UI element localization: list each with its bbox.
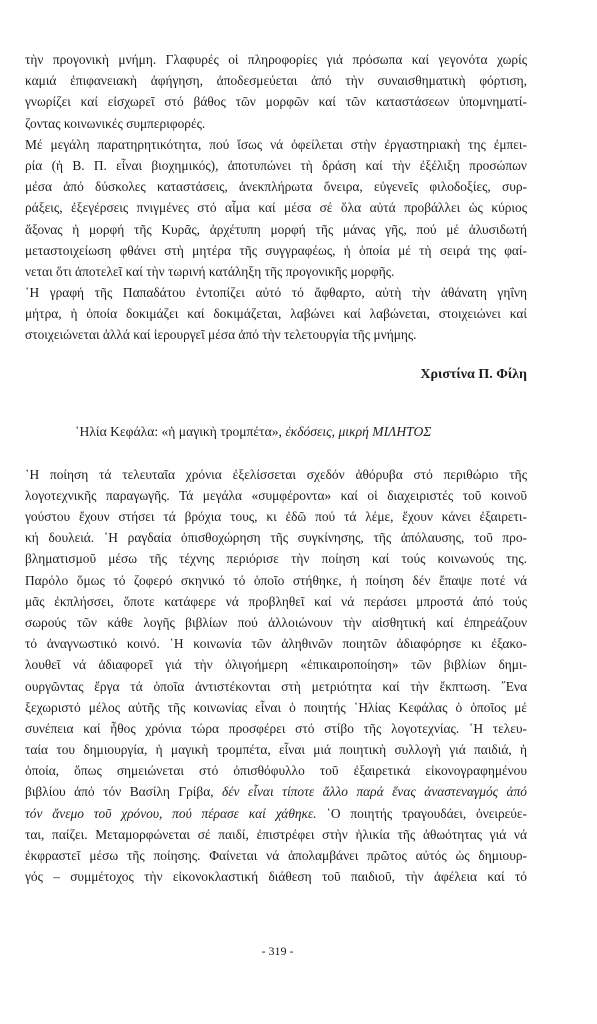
paragraph-line: ρία (ἡ Β. Π. εἶναι βιοχημικός), ἀποτυπώνει τὴ δράση καί τὴν ἐξέλιξη προσώπων bbox=[25, 157, 527, 173]
paragraph-line: ξεχωριστό μέλος αὐτῆς τῆς κοινωνίας εἶναι ὁ ποιητής ῾Ηλίας Κεφάλας ὁ ὁποῖος μέ bbox=[25, 699, 527, 715]
paragraph-line: στοιχειώνεται ἀλλά καί ἱερουργεῖ μέσα ἀπό τὴν τελετουργία τῆς μνήμης. bbox=[25, 327, 417, 343]
paragraph-line bbox=[25, 781, 527, 802]
review-body-section bbox=[25, 464, 527, 888]
paragraph-line: λογοτεχνικῆς παραγωγῆς. Τά μεγάλα «συμφέροντα» καί οἱ διαχειριστές τοῦ κοινοῦ bbox=[25, 487, 527, 503]
page-body bbox=[25, 49, 527, 887]
paragraph-line: καμιά ἐπιφανειακὴ ἀφήγηση, ἀποδεσμεύεται ἀπό τὴν συναισθηματικὴ φόρτιση, bbox=[25, 73, 527, 89]
reviewer-signature: Χριστίνα Π. Φίλη bbox=[420, 366, 527, 382]
paragraph-line: ἐκφραστεῖ μέσω τῆς ποίησης. Φαίνεται νά ἀπολαμβάνει πρῶτος αὐτός ὡς δημιουρ- bbox=[25, 848, 527, 863]
paragraph-line: Μέ μεγάλη παρατηρητικότητα, πού ἴσως νά ὀφείλεται στὴν ἐργαστηριακὴ της ἐμπει- bbox=[25, 136, 527, 152]
paragraph-line: μεταστοιχείωση φθάνει στὴ μητέρα τῆς συγγραφέως, ἡ ὁποία μέ τὴ σειρά της φαί- bbox=[25, 242, 527, 258]
paragraph-line: νεται ὅτι ἀποτελεῖ καί τὴν τωρινή κατάληξη τῆς προγονικῆς μορφῆς. bbox=[25, 263, 395, 279]
paragraph-line: Παρόλο ὅμως τό ζοφερό σκηνικό τό ὁποῖο στήθηκε, ἡ ποίηση δέν ἔπαψε ποτέ νά bbox=[25, 572, 527, 588]
paragraph-line: ουργῶντας ἔργα τά ὁποῖα ἀντιστέκονται στὴ μετριότητα καί τὴν ἔκπτωση. ῎Ενα bbox=[25, 678, 527, 694]
line-text: βιβλίου ἀπό τόν Βασίλη Γρίβα, bbox=[25, 784, 223, 800]
paragraph-line: ὁποία, ὅπως σημειώνεται στό ὀπισθόφυλλο τοῦ ἐξαιρετικά εἰκονογραφημένου bbox=[25, 763, 527, 779]
review-heading bbox=[25, 422, 527, 442]
paragraph-line: λουθεῖ νά ἀδιαφορεῖ γιά τὴν ὀλιγοήμερη «ἐπικαιροποίηση» τῶν βιβλίων δημι- bbox=[25, 657, 527, 673]
paragraph-line: μήτρα, ἡ ὁποία δοκιμάζει καί δοκιμάζεται, λαβώνει καί λαβώνεται, στοιχειώνει καί bbox=[25, 306, 527, 322]
paragraph-line: τὴν προγονικὴ μνήμη. Γλαφυρές οἱ πληροφορίες γιά πρόσωπα καί γεγονότα χωρίς bbox=[25, 52, 527, 67]
quoted-italic-text: τόν ἄνεμο τοῦ χρόνου, πού πέρασε καί χάθηκε. bbox=[25, 805, 317, 821]
paragraph-line: ται, παίζει. Μεταμορφώνεται σέ παιδί, ἐπιστρέφει στὴν ἡλικία τῆς ἀθωότητας γιά νά bbox=[25, 826, 527, 842]
paragraph-line: γνωρίζει καί εἰσχωρεῖ στό βάθος τῶν μορφῶν καί τῶν καταστάσεων ὑπομνηματί- bbox=[25, 94, 527, 110]
paragraph-line: ῾Η ποίηση τά τελευταῖα χρόνια ἐξελίσσεται σχεδόν ἀθόρυβα στό περιθώριο τῆς bbox=[25, 466, 527, 482]
review-heading-author-title: ῾Ηλία Κεφάλα: «ἡ μαγικὴ τρομπέτα», bbox=[75, 423, 286, 439]
paragraph-line: κή δουλειά. ῾Η ραγδαία ὀπισθοχώρηση τῆς συγκίνησης, τῆς ἀπόλαυσης, τοῦ προ- bbox=[25, 530, 527, 546]
review-heading-publisher: ἐκδόσεις, μικρή ΜΙΛΗΤΟΣ bbox=[285, 423, 432, 439]
paragraph-line: μᾶς ἐκπλήσσει, ὅποτε κατάφερε νά προβληθεῖ καί νά περάσει μπροστά ἀπό τούς bbox=[25, 593, 527, 609]
paragraph-line: γούστου ἔχουν στήσει τά βρόχια τους, κι ἐδῶ πού τά λέμε, ἔχουν κάνει ἐξαιρετι- bbox=[25, 509, 527, 524]
paragraph-line: ράξεις, ἐξεγέρσεις πνιγμένες στό αἷμα καί μέσα σέ ὅλα αὐτά προβάλλει ὡς κύριος bbox=[25, 200, 527, 216]
paragraph-line: ῾Η γραφή τῆς Παπαδάτου ἐντοπίζει αὐτό τό ἄφθαρτο, αὐτὴ τὴν ἀθάνατη γηΐνη bbox=[25, 285, 527, 301]
line-text: ῾Ο ποιητής τραγουδάει, ὀνειρεύε- bbox=[316, 805, 527, 821]
paragraph-line bbox=[25, 803, 527, 824]
paragraph-line: μέσα ἀπό δύσκολες καταστάσεις, ἀνεκπλήρωτα ὄνειρα, εὐγενεῖς φιλοδοξίες, συρ- bbox=[25, 179, 527, 195]
quoted-italic-text: δέν εἶναι τίποτε ἄλλο παρά ἕνας ἀναστεναγμός ἀπό bbox=[222, 784, 527, 800]
paragraph-line: ταία του δημιουργία, ἡ μαγικὴ τρομπέτα, εἶναι μιά ποιητικὴ συλλογὴ γιά παιδιά, ἡ bbox=[25, 742, 527, 758]
paragraph-line: τό ἀναγνωστικό κοινό. ῾Η κοινωνία τῶν ἀληθινῶν ποιητῶν ἀδιαφόρησε κι ἐξακο- bbox=[25, 636, 527, 652]
paragraph-line: ἄξονας ἡ μορφή τῆς Κυρᾶς, ἀρχέτυπη μορφή τῆς μάνας γῆς, πού μέ ἀλυσιδωτή bbox=[25, 221, 527, 237]
review-continuation-section bbox=[25, 49, 527, 346]
paragraph-line: βληματισμοῦ μέσω τῆς τέχνης περιόρισε τὴν ποίηση καί τούς κοινωνούς της. bbox=[25, 551, 527, 567]
paragraph-line: συνέπεια καί ἦθος χρόνια τώρα προσφέρει στό στίβο τῆς λογοτεχνίας. ῾Η τελευ- bbox=[25, 720, 527, 736]
paragraph-line: σωρούς τῶν κάθε λογῆς βιβλίων πού ἀλλοιώνουν τὴν αἰσθητική καί ἐπηρεάζουν bbox=[25, 614, 527, 630]
paragraph-line: ζοντας κοινωνικές συμπεριφορές. bbox=[25, 115, 206, 131]
page-number: - 319 - bbox=[261, 944, 294, 958]
paragraph-line: γός – συμμέτοχος τὴν εἰκονοκλαστική διάθεση τοῦ παιδιοῦ, τὴν ἀφέλεια καί τό bbox=[25, 869, 527, 885]
